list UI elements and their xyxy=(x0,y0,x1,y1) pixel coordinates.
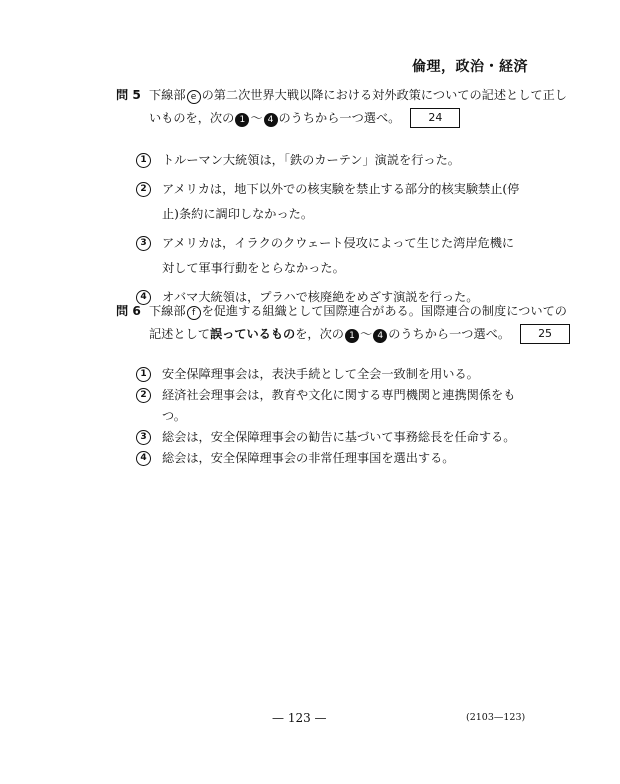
underline-marker-e: e xyxy=(187,90,201,104)
option-text: 総会は，安全保障理事会の非常任理事国を選出する。 xyxy=(162,451,455,465)
option-item[interactable] xyxy=(136,177,526,227)
question-5-options xyxy=(136,148,526,314)
emphasis-text: 誤っているもの xyxy=(209,327,296,341)
option-item[interactable] xyxy=(136,448,526,469)
option-number: 4 xyxy=(136,451,151,466)
page-number: — 123 — xyxy=(272,711,327,725)
option-number: 1 xyxy=(136,153,151,168)
question-6 xyxy=(116,300,567,346)
option-text: アメリカは，地下以外での核実験を禁止する部分的核実験禁止(停止)条約に調印しなかった。 xyxy=(162,182,520,221)
option-number: 3 xyxy=(136,236,151,251)
range-end-marker: 4 xyxy=(373,329,387,343)
option-item[interactable] xyxy=(136,364,526,385)
question-5-line-2: いものを，次の 1 ～ 4 のうちから一つ選べ。 24 xyxy=(116,107,526,130)
option-item[interactable] xyxy=(136,148,526,173)
option-text: 安全保障理事会は，表決手続として全会一致制を用いる。 xyxy=(162,367,479,381)
question-6-options xyxy=(136,364,526,469)
page-code: (2103—123) xyxy=(466,712,526,723)
option-text: トルーマン大統領は，「鉄のカーテン」演説を行った。 xyxy=(162,153,460,167)
option-item[interactable] xyxy=(136,231,526,281)
answer-box-24[interactable]: 24 xyxy=(410,108,460,128)
option-text: 総会は，安全保障理事会の勧告に基づいて事務総長を任命する。 xyxy=(162,430,516,444)
range-start-marker: 1 xyxy=(345,329,359,343)
range-start-marker: 1 xyxy=(235,113,249,127)
question-6-line-1: 問 6 下線部 f を促進する組織として国際連合がある。国際連合の制度についての xyxy=(116,300,526,323)
option-number: 3 xyxy=(136,430,151,445)
question-5 xyxy=(116,84,567,130)
question-6-number: 問 6 xyxy=(116,304,141,318)
option-item[interactable] xyxy=(136,427,526,448)
page-header-title: 倫理，政治・経済 xyxy=(412,59,528,75)
range-end-marker: 4 xyxy=(264,113,278,127)
question-5-line-1: 問 5 下線部 e の第二次世界大戦以降における対外政策についての記述として正し xyxy=(116,84,526,107)
option-text: アメリカは，イラクのクウェート侵攻によって生じた湾岸危機に対して軍事行動をとらなかった。 xyxy=(162,236,515,275)
option-number: 4 xyxy=(136,290,151,305)
option-text: 経済社会理事会は，教育や文化に関する専門機関と連携関係をもつ。 xyxy=(162,388,516,423)
option-item[interactable] xyxy=(136,385,526,427)
question-6-line-2: 記述として誤っているものを，次の 1 ～ 4 のうちから一つ選べ。 25 xyxy=(116,323,526,346)
option-number: 2 xyxy=(136,388,151,403)
option-number: 1 xyxy=(136,367,151,382)
answer-box-25[interactable]: 25 xyxy=(520,324,570,344)
question-5-number: 問 5 xyxy=(116,88,141,102)
underline-marker-f: f xyxy=(187,306,201,320)
option-number: 2 xyxy=(136,182,151,197)
option-text: オバマ大統領は，プラハで核廃絶をめざす演説を行った。 xyxy=(162,290,479,304)
